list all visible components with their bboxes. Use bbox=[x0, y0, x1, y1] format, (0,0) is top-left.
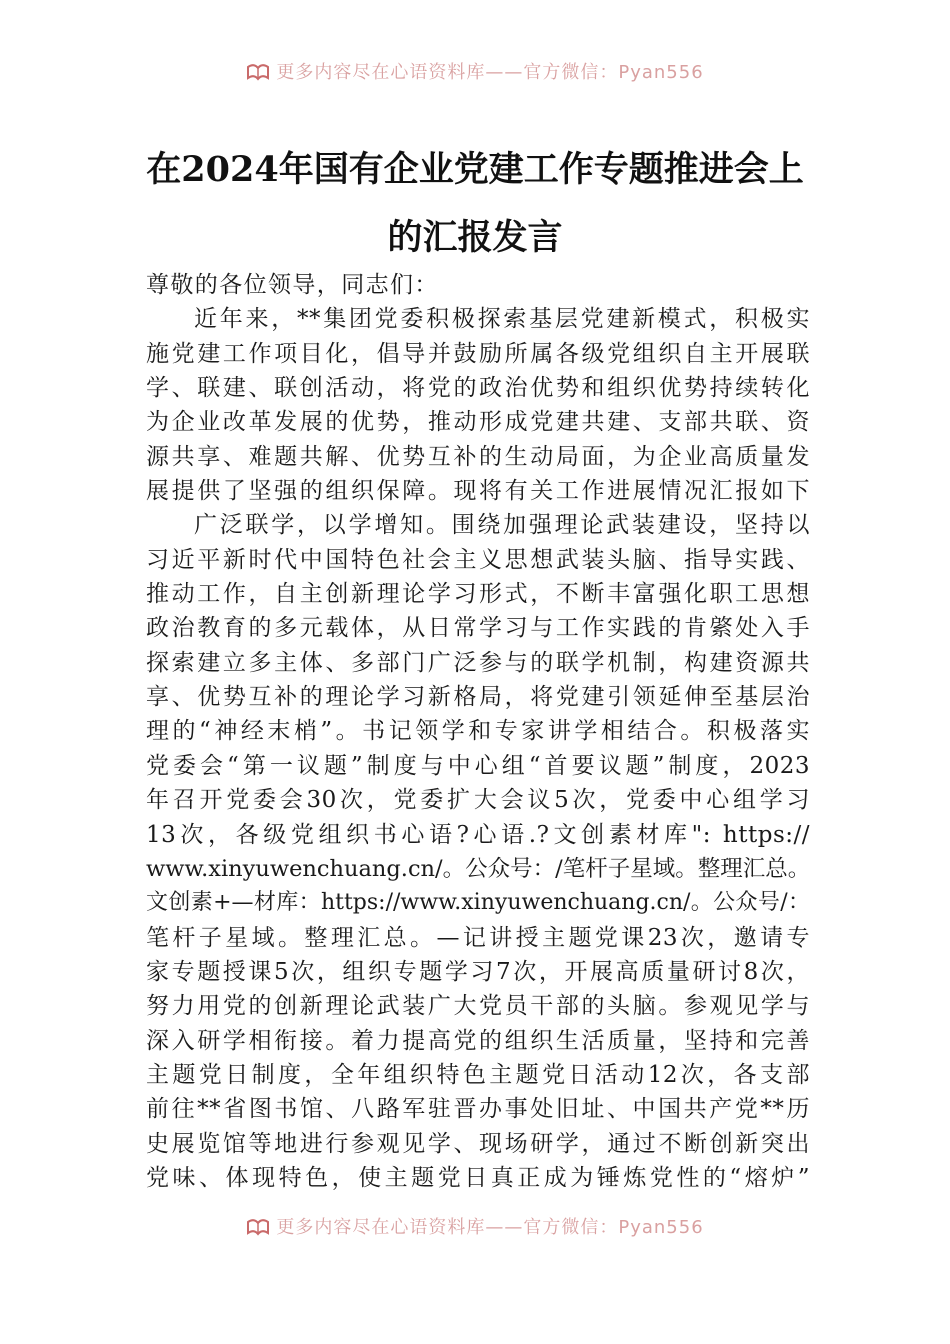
body-line: 笔杆子星域。整理汇总。—记讲授主题党课23次，邀请专 bbox=[146, 924, 810, 951]
book-logo-icon bbox=[246, 1218, 270, 1236]
body-line: 史展览馆等地进行参观见学、现场研学，通过不断创新突出 bbox=[146, 1130, 810, 1157]
document-body bbox=[146, 268, 810, 1195]
body-line: 习近平新时代中国特色社会主义思想武装头脑、指导实践、 bbox=[146, 546, 810, 573]
document-title-line-1: 在2024年国有企业党建工作专题推进会上 bbox=[146, 149, 804, 190]
book-logo-icon bbox=[246, 63, 270, 81]
body-line: 努力用党的创新理论武装广大党员干部的头脑。参观见学与 bbox=[146, 993, 810, 1020]
body-line: 深入研学相衔接。着力提高党的组织生活质量，坚持和完善 bbox=[146, 1027, 810, 1054]
body-line: 学、联建、联创活动，将党的政治优势和组织优势持续转化 bbox=[146, 375, 810, 402]
body-line: 展提供了坚强的组织保障。现将有关工作进展情况汇报如下 bbox=[146, 478, 810, 505]
body-line: 探索建立多主体、多部门广泛参与的联学机制，构建资源共 bbox=[146, 649, 810, 676]
body-line: 源共享、难题共解、优势互补的生动局面，为企业高质量发 bbox=[146, 443, 810, 470]
body-line: 文创素+—材库：https://www.xinyuwenchuang.cn/。公众号/： bbox=[146, 890, 810, 916]
body-line: 家专题授课5次，组织专题学习7次，开展高质量研讨8次， bbox=[146, 958, 810, 985]
watermark-text: 更多内容尽在心语资料库——官方微信：Pyan556 bbox=[276, 62, 704, 82]
body-line: 13次，各级党组织书心语?心语.?文创素材库": https:// bbox=[146, 821, 810, 848]
watermark-header bbox=[0, 58, 950, 82]
body-line: 近年来，**集团党委积极探索基层党建新模式，积极实 bbox=[194, 306, 810, 333]
body-line: 推动工作，自主创新理论学习形式，不断丰富强化职工思想 bbox=[146, 581, 810, 608]
body-line: 主题党日制度，全年组织特色主题党日活动12次，各支部 bbox=[146, 1061, 810, 1088]
body-line: 广泛联学，以学增知。围绕加强理论武装建设，坚持以 bbox=[194, 512, 810, 539]
body-line: www.xinyuwenchuang.cn/。公众号：/笔杆子星域。整理汇总。 bbox=[146, 855, 811, 882]
body-line: 党委会“第一议题”制度与中心组“首要议题”制度，2023 bbox=[146, 752, 810, 779]
body-line: 政治教育的多元载体，从日常学习与工作实践的肯綮处入手 bbox=[146, 615, 810, 642]
body-line: 党味、体现特色，使主题党日真正成为锤炼党性的“熔炉” bbox=[146, 1164, 810, 1191]
watermark-footer bbox=[0, 1213, 950, 1237]
body-line: 年召开党委会30次，党委扩大会议5次，党委中心组学习 bbox=[146, 787, 810, 814]
body-line: 享、优势互补的理论学习新格局，将党建引领延伸至基层治 bbox=[146, 684, 810, 711]
body-line: 施党建工作项目化，倡导并鼓励所属各级党组织自主开展联 bbox=[146, 340, 810, 367]
salutation: 尊敬的各位领导，同志们： bbox=[146, 272, 439, 298]
watermark-text: 更多内容尽在心语资料库——官方微信：Pyan556 bbox=[276, 1217, 704, 1237]
document-title-line-2: 的汇报发言 bbox=[387, 217, 563, 258]
body-line: 理的“神经末梢”。书记领学和专家讲学相结合。积极落实 bbox=[146, 718, 810, 745]
body-line: 为企业改革发展的优势，推动形成党建共建、支部共联、资 bbox=[146, 409, 810, 436]
body-line: 前往**省图书馆、八路军驻晋办事处旧址、中国共产党**历 bbox=[146, 1096, 810, 1123]
